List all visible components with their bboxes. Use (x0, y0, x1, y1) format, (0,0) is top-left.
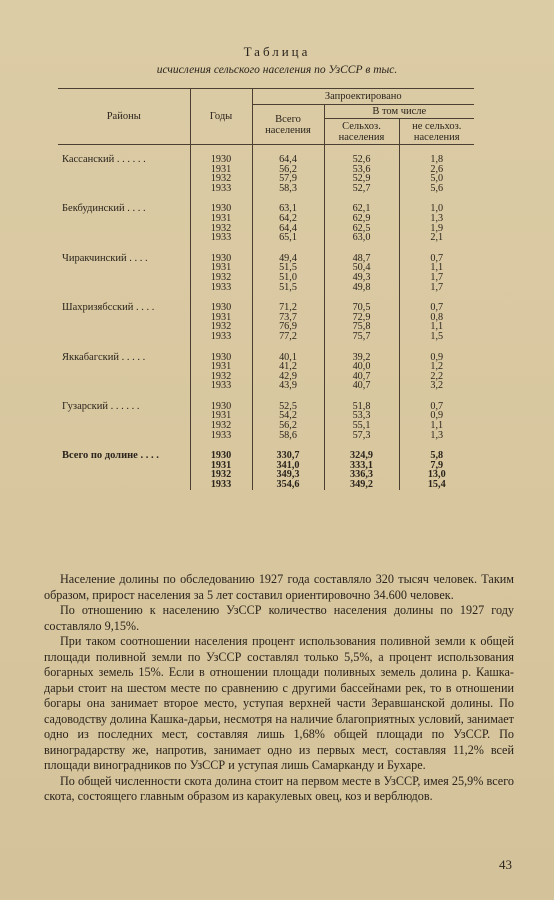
non-rural-cell: 1,1 (399, 421, 474, 431)
district-name: Бекбудинский . . . . (62, 203, 146, 215)
paragraph-2: По отношению к населению УзССР количество населения долины по 1927 году составляло 9,15%. (44, 603, 514, 633)
rural-cell: 49,3 (324, 273, 399, 283)
total-pop-cell: 51,5 (252, 283, 324, 293)
rural-cell: 333,1 (324, 461, 399, 471)
total-pop-cell: 354,6 (252, 480, 324, 490)
rural-cell: 62,5 (324, 224, 399, 234)
table-body (58, 145, 474, 490)
year-cell: 1933 (190, 233, 252, 243)
total-pop-cell: 73,7 (252, 313, 324, 323)
total-label: Всего по долине . . . . (62, 450, 159, 462)
paragraph-4: По общей численности скота долина стоит на первом месте в УзССР, имея 25,9% всего скота, состоящего главным образом из каракулевых овец, коз и верблюдов. (44, 773, 514, 803)
district-name: Гузарский . . . . . . (62, 400, 140, 412)
rural-cell: 52,6 (324, 155, 399, 165)
table-row (58, 421, 474, 431)
year-cell: 1932 (190, 372, 252, 382)
rural-cell: 40,0 (324, 362, 399, 372)
table-row (58, 254, 474, 264)
table-row (58, 155, 474, 165)
rural-cell: 53,3 (324, 411, 399, 421)
rural-cell: 324,9 (324, 451, 399, 461)
total-pop-cell: 58,6 (252, 431, 324, 441)
body-text (44, 572, 514, 805)
table-row (58, 332, 474, 342)
table-title: Таблица (243, 44, 311, 59)
rural-cell: 49,8 (324, 283, 399, 293)
year-cell: 1932 (190, 421, 252, 431)
non-rural-cell: 2,1 (399, 233, 474, 243)
non-rural-cell: 1,7 (399, 273, 474, 283)
table-row (58, 322, 474, 332)
header-of-which: В том числе (324, 105, 474, 119)
table-row (58, 174, 474, 184)
year-cell: 1933 (190, 332, 252, 342)
year-cell: 1930 (190, 353, 252, 363)
total-pop-cell: 43,9 (252, 381, 324, 391)
district-name: Шахризябсский . . . . (62, 302, 155, 314)
non-rural-cell: 1,1 (399, 263, 474, 273)
rural-cell: 52,9 (324, 174, 399, 184)
year-cell: 1933 (190, 480, 252, 490)
table-row (58, 313, 474, 323)
total-row (58, 480, 474, 490)
non-rural-cell: 1,3 (399, 214, 474, 224)
non-rural-cell: 1,7 (399, 283, 474, 293)
year-cell: 1931 (190, 362, 252, 372)
rural-cell: 55,1 (324, 421, 399, 431)
non-rural-cell: 0,8 (399, 313, 474, 323)
rural-cell: 40,7 (324, 381, 399, 391)
total-pop-cell: 52,5 (252, 402, 324, 412)
total-row (58, 461, 474, 471)
table-row (58, 303, 474, 313)
total-pop-cell: 63,1 (252, 204, 324, 214)
total-pop-cell: 42,9 (252, 372, 324, 382)
year-cell: 1931 (190, 313, 252, 323)
rural-cell: 349,2 (324, 480, 399, 490)
non-rural-cell: 1,5 (399, 332, 474, 342)
total-pop-cell: 77,2 (252, 332, 324, 342)
non-rural-cell: 1,3 (399, 431, 474, 441)
header-rural: Сельхоз. населения (324, 119, 399, 145)
total-pop-cell: 64,2 (252, 214, 324, 224)
year-cell: 1931 (190, 411, 252, 421)
rural-cell: 51,8 (324, 402, 399, 412)
total-pop-cell: 341,0 (252, 461, 324, 471)
non-rural-cell: 5,6 (399, 184, 474, 194)
year-cell: 1932 (190, 174, 252, 184)
district-name: Яккабагский . . . . . (62, 351, 146, 363)
total-pop-cell: 40,1 (252, 353, 324, 363)
non-rural-cell: 15,4 (399, 480, 474, 490)
table-row (58, 224, 474, 234)
rural-cell: 50,4 (324, 263, 399, 273)
total-pop-cell: 54,2 (252, 411, 324, 421)
rural-cell: 62,1 (324, 204, 399, 214)
year-cell: 1931 (190, 214, 252, 224)
year-cell: 1930 (190, 303, 252, 313)
non-rural-cell: 1,1 (399, 322, 474, 332)
year-cell: 1930 (190, 254, 252, 264)
non-rural-cell: 13,0 (399, 470, 474, 480)
year-cell: 1930 (190, 155, 252, 165)
table-row (58, 353, 474, 363)
non-rural-cell: 0,7 (399, 303, 474, 313)
total-pop-cell: 76,9 (252, 322, 324, 332)
rural-cell: 53,6 (324, 165, 399, 175)
table-row (58, 402, 474, 412)
total-pop-cell: 57,9 (252, 174, 324, 184)
year-cell: 1933 (190, 184, 252, 194)
table-row (58, 233, 474, 243)
rural-cell: 75,7 (324, 332, 399, 342)
non-rural-cell: 3,2 (399, 381, 474, 391)
page-number: 43 (499, 857, 512, 872)
paragraph-1: Население долины по обследованию 1927 года составляло 320 тысяч человек. Таким образом, прирост населения за 5 лет составил ориентировочно 34.600 человек. (44, 572, 514, 602)
rural-cell: 52,7 (324, 184, 399, 194)
rural-cell: 336,3 (324, 470, 399, 480)
year-cell: 1932 (190, 322, 252, 332)
header-non-rural: не сельхоз. населения (399, 119, 474, 145)
district-name: Кассанский . . . . . . (62, 154, 146, 165)
year-cell: 1930 (190, 451, 252, 461)
non-rural-cell: 2,6 (399, 165, 474, 175)
table-row (58, 431, 474, 441)
total-pop-cell: 56,2 (252, 165, 324, 175)
rural-cell: 63,0 (324, 233, 399, 243)
non-rural-cell: 1,9 (399, 224, 474, 234)
total-pop-cell: 58,3 (252, 184, 324, 194)
non-rural-cell: 5,8 (399, 451, 474, 461)
rural-cell: 75,8 (324, 322, 399, 332)
year-cell: 1932 (190, 273, 252, 283)
year-cell: 1931 (190, 263, 252, 273)
rural-cell: 39,2 (324, 353, 399, 363)
table-row (58, 184, 474, 194)
non-rural-cell: 5,0 (399, 174, 474, 184)
header-years: Годы (190, 89, 252, 145)
table-row (58, 214, 474, 224)
year-cell: 1933 (190, 381, 252, 391)
table-row (58, 165, 474, 175)
paragraph-3: При таком соотношении населения процент использования поливной земли к общей площади поливной земли по УзССР составлял только 5,5%, а процент использования богарных земель 15%. Если в отношении площади поливных земель долина р. Кашка-дарьи стоит на шестом месте по сравнению с другими бассейнами рек, то в отношении богары она занимает второе место, уступая верхней части Зеравшанской долины. По садоводству долина Кашка-дарьи, несмотря на наличие благоприятных условий, занимает одно из последних мест, составляя лишь 1,68% общей площади по УзССР. По виноградарству же, напротив, занимает одно из первых мест, составляя 11,2% всей площади виноградников по УзССР и уступая лишь Самарканду и Бухаре. (44, 634, 514, 772)
total-pop-cell: 65,1 (252, 233, 324, 243)
total-pop-cell: 71,2 (252, 303, 324, 313)
total-pop-cell: 64,4 (252, 155, 324, 165)
table-row (58, 263, 474, 273)
total-pop-cell: 49,4 (252, 254, 324, 264)
table-row (58, 381, 474, 391)
total-row (58, 470, 474, 480)
total-pop-cell: 64,4 (252, 224, 324, 234)
header-districts: Районы (58, 89, 190, 145)
year-cell: 1931 (190, 165, 252, 175)
non-rural-cell: 0,9 (399, 353, 474, 363)
rural-cell: 57,3 (324, 431, 399, 441)
non-rural-cell: 2,2 (399, 372, 474, 382)
table-row (58, 273, 474, 283)
total-pop-cell: 41,2 (252, 362, 324, 372)
year-cell: 1933 (190, 283, 252, 293)
year-cell: 1932 (190, 224, 252, 234)
table-row (58, 204, 474, 214)
header-projected: Запроектировано (252, 89, 474, 105)
non-rural-cell: 1,2 (399, 362, 474, 372)
total-pop-cell: 349,3 (252, 470, 324, 480)
header-total-pop: Всего населения (252, 105, 324, 145)
table-row (58, 362, 474, 372)
total-pop-cell: 51,0 (252, 273, 324, 283)
population-table (58, 88, 474, 490)
table-row (58, 372, 474, 382)
year-cell: 1933 (190, 431, 252, 441)
year-cell: 1930 (190, 204, 252, 214)
total-pop-cell: 51,5 (252, 263, 324, 273)
total-pop-cell: 56,2 (252, 421, 324, 431)
rural-cell: 48,7 (324, 254, 399, 264)
rural-cell: 70,5 (324, 303, 399, 313)
table-row (58, 283, 474, 293)
year-cell: 1931 (190, 461, 252, 471)
year-cell: 1932 (190, 470, 252, 480)
non-rural-cell: 1,0 (399, 204, 474, 214)
non-rural-cell: 0,7 (399, 254, 474, 264)
total-pop-cell: 330,7 (252, 451, 324, 461)
rural-cell: 72,9 (324, 313, 399, 323)
table-row (58, 411, 474, 421)
non-rural-cell: 0,9 (399, 411, 474, 421)
year-cell: 1930 (190, 402, 252, 412)
rural-cell: 62,9 (324, 214, 399, 224)
table-subtitle: исчисления сельского населения по УзССР в тыс. (156, 64, 398, 76)
rural-cell: 40,7 (324, 372, 399, 382)
district-name: Чиракчинский . . . . (62, 252, 148, 264)
non-rural-cell: 7,9 (399, 461, 474, 471)
non-rural-cell: 0,7 (399, 402, 474, 412)
non-rural-cell: 1,8 (399, 155, 474, 165)
total-row (58, 451, 474, 461)
